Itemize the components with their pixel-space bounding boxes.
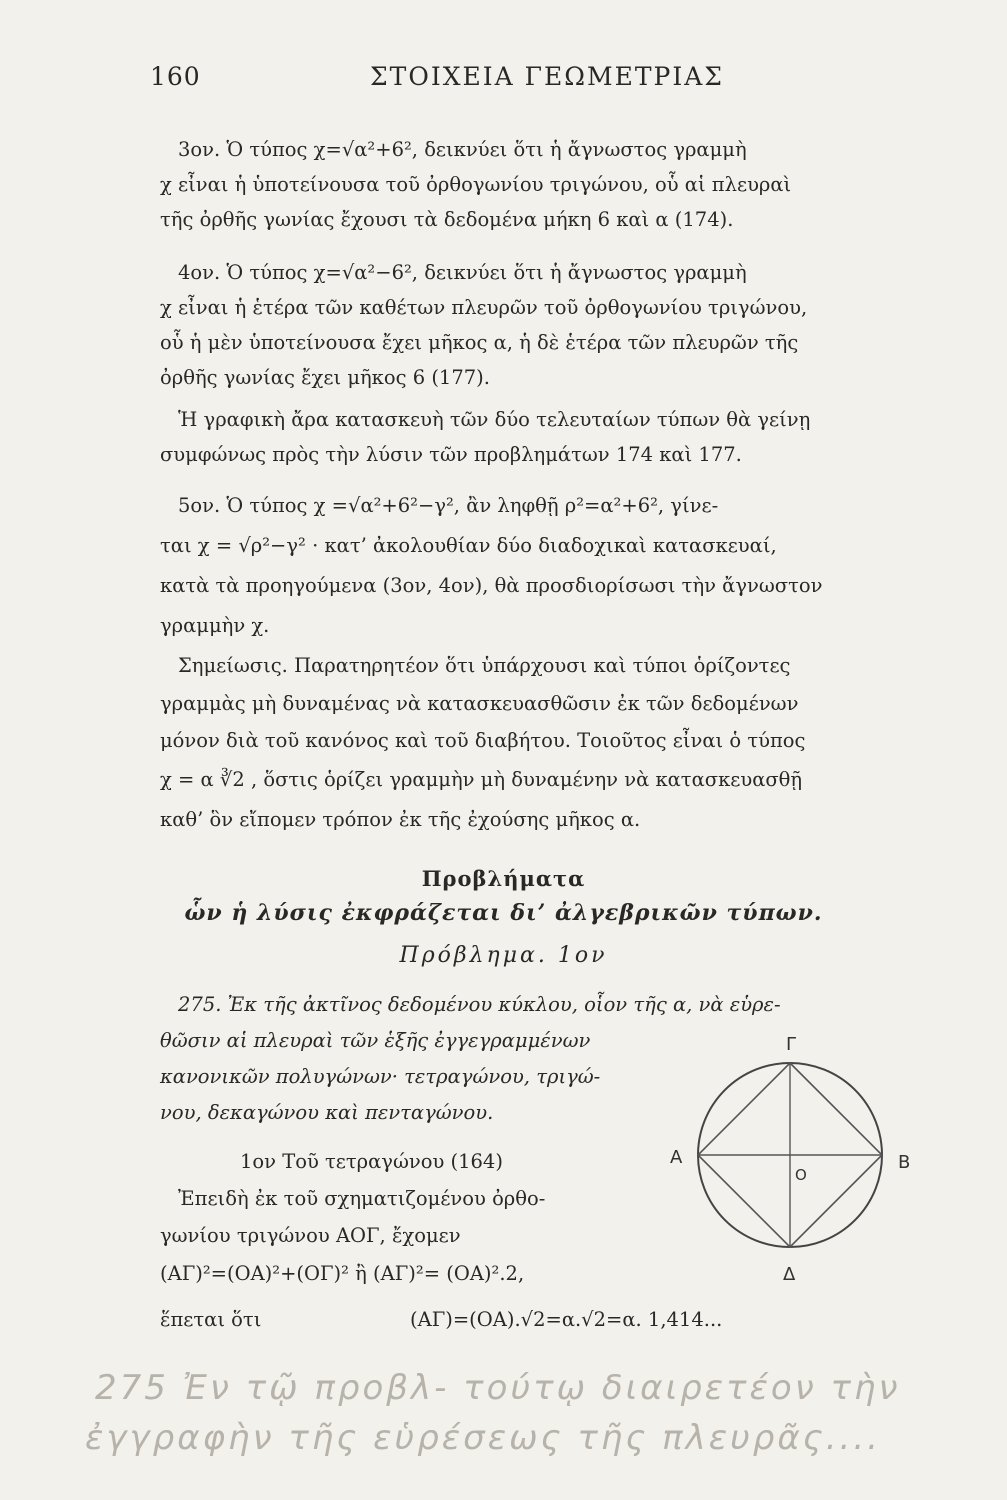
problem-line-9-formula: (ΑΓ)=(ΟΑ).√2=α.√2=α. 1,414... [410, 1308, 723, 1331]
paragraph-3-line-1: 3ον. Ὁ τύπος χ=√α²+6², δεικνύει ὅτι ἡ ἄγνωστος γραμμὴ [178, 138, 747, 161]
problem-line-9-label: ἕπεται ὅτι [160, 1308, 262, 1331]
problem-label: Πρόβλημα. 1ον [399, 943, 608, 968]
inscribed-square-diagram [660, 1010, 920, 1300]
paragraph-6-line-1: 5ον. Ὁ τύπος χ =√α²+6²−γ², ἂν ληφθῇ ρ²=α²+6², γίνε- [178, 494, 719, 517]
paragraph-6-line-2: ται χ = √ρ²−γ² · κατ’ ἀκολουθίαν δύο διαδοχικαὶ κατασκευαί, [160, 534, 777, 557]
page-number: 160 [150, 62, 201, 91]
paragraph-3-line-2: χ εἶναι ἡ ὑποτείνουσα τοῦ ὀρθογωνίου τριγώνου, οὗ αἱ πλευραὶ [160, 173, 792, 196]
note-line-2: γραμμὰς μὴ δυναμένας νὰ κατασκευασθῶσιν ἐκ τῶν δεδομένων [160, 692, 799, 715]
label-alpha: Α [670, 1147, 683, 1168]
handwritten-note-line-2: ἐγγραφὴν τῆς εὑρέσεως τῆς πλευρᾶς.... [85, 1418, 881, 1458]
note-line-1: Σημείωσις. Παρατηρητέον ὅτι ὑπάρχουσι καὶ τύποι ὁρίζοντες [178, 654, 791, 677]
note-line-4: χ = α ∛2 , ὅστις ὁρίζει γραμμὴν μὴ δυναμένην νὰ κατασκευασθῇ [160, 768, 803, 791]
paragraph-4-line-4: ὀρθῆς γωνίας ἔχει μῆκος 6 (177). [160, 366, 490, 389]
page-header [150, 62, 910, 98]
paragraph-5-line-1: Ἡ γραφικὴ ἄρα κατασκευὴ τῶν δύο τελευταίων τύπων θὰ γείνῃ [178, 408, 811, 431]
section-heading: Προβλήματα [421, 866, 586, 891]
problem-line-6: Ἐπειδὴ ἐκ τοῦ σχηματιζομένου ὀρθο- [178, 1187, 546, 1210]
note-line-3: μόνον διὰ τοῦ κανόνος καὶ τοῦ διαβήτου. Τοιοῦτος εἶναι ὁ τύπος [160, 729, 806, 752]
paragraph-3-line-3: τῆς ὀρθῆς γωνίας ἔχουσι τὰ δεδομένα μήκη 6 καὶ α (174). [160, 208, 734, 231]
label-beta: Β [898, 1152, 911, 1173]
note-line-5: καθ’ ὃν εἴπομεν τρόπον ἐκ τῆς ἐχούσης μῆκος α. [160, 808, 641, 831]
paragraph-4-line-1: 4ον. Ὁ τύπος χ=√α²−6², δεικνύει ὅτι ἡ ἄγνωστος γραμμὴ [178, 261, 747, 284]
problem-subheading: 1ον Τοῦ τετραγώνου (164) [240, 1150, 503, 1173]
paragraph-6-line-3: κατὰ τὰ προηγούμενα (3ον, 4ον), θὰ προσδιορίσωσι τὴν ἄγνωστον [160, 574, 823, 597]
paragraph-6-line-4: γραμμὴν χ. [160, 614, 270, 637]
paragraph-5-line-2: συμφώνως πρὸς τὴν λύσιν τῶν προβλημάτων 174 καὶ 177. [160, 443, 742, 466]
label-delta: Δ [783, 1264, 796, 1285]
label-omicron: Ο [795, 1166, 807, 1184]
problem-line-8: (ΑΓ)²=(ΟΑ)²+(ΟΓ)² ἢ (ΑΓ)²= (ΟΑ)².2, [160, 1262, 525, 1285]
problem-line-4: νου, δεκαγώνου καὶ πενταγώνου. [160, 1101, 494, 1124]
problem-line-2: θῶσιν αἱ πλευραὶ τῶν ἑξῆς ἐγγεγραμμένων [160, 1029, 591, 1052]
problem-line-1: 275. Ἐκ τῆς ἀκτῖνος δεδομένου κύκλου, οἷον τῆς α, νὰ εὑρε- [178, 993, 781, 1016]
section-subheading: ὧν ἡ λύσις ἐκφράζεται δι’ ἀλγεβρικῶν τύπων. [184, 900, 823, 926]
paragraph-4-line-2: χ εἶναι ἡ ἑτέρα τῶν καθέτων πλευρῶν τοῦ ὀρθογωνίου τριγώνου, [160, 296, 808, 319]
problem-line-7: γωνίου τριγώνου ΑΟΓ, ἔχομεν [160, 1224, 461, 1247]
problem-line-3: κανονικῶν πολυγώνων· τετραγώνου, τριγώ- [160, 1065, 601, 1088]
label-gamma: Γ [786, 1034, 797, 1055]
paragraph-4-line-3: οὗ ἡ μὲν ὑποτείνουσα ἔχει μῆκος α, ἡ δὲ ἑτέρα τῶν πλευρῶν τῆς [160, 331, 799, 354]
handwritten-note-line-1: 275 Ἐν τῷ προβλ- τούτῳ διαιρετέον τὴν [95, 1368, 901, 1408]
running-title: ΣΤΟΙΧΕΙΑ ΓΕΩΜΕΤΡΙΑΣ [370, 62, 724, 91]
